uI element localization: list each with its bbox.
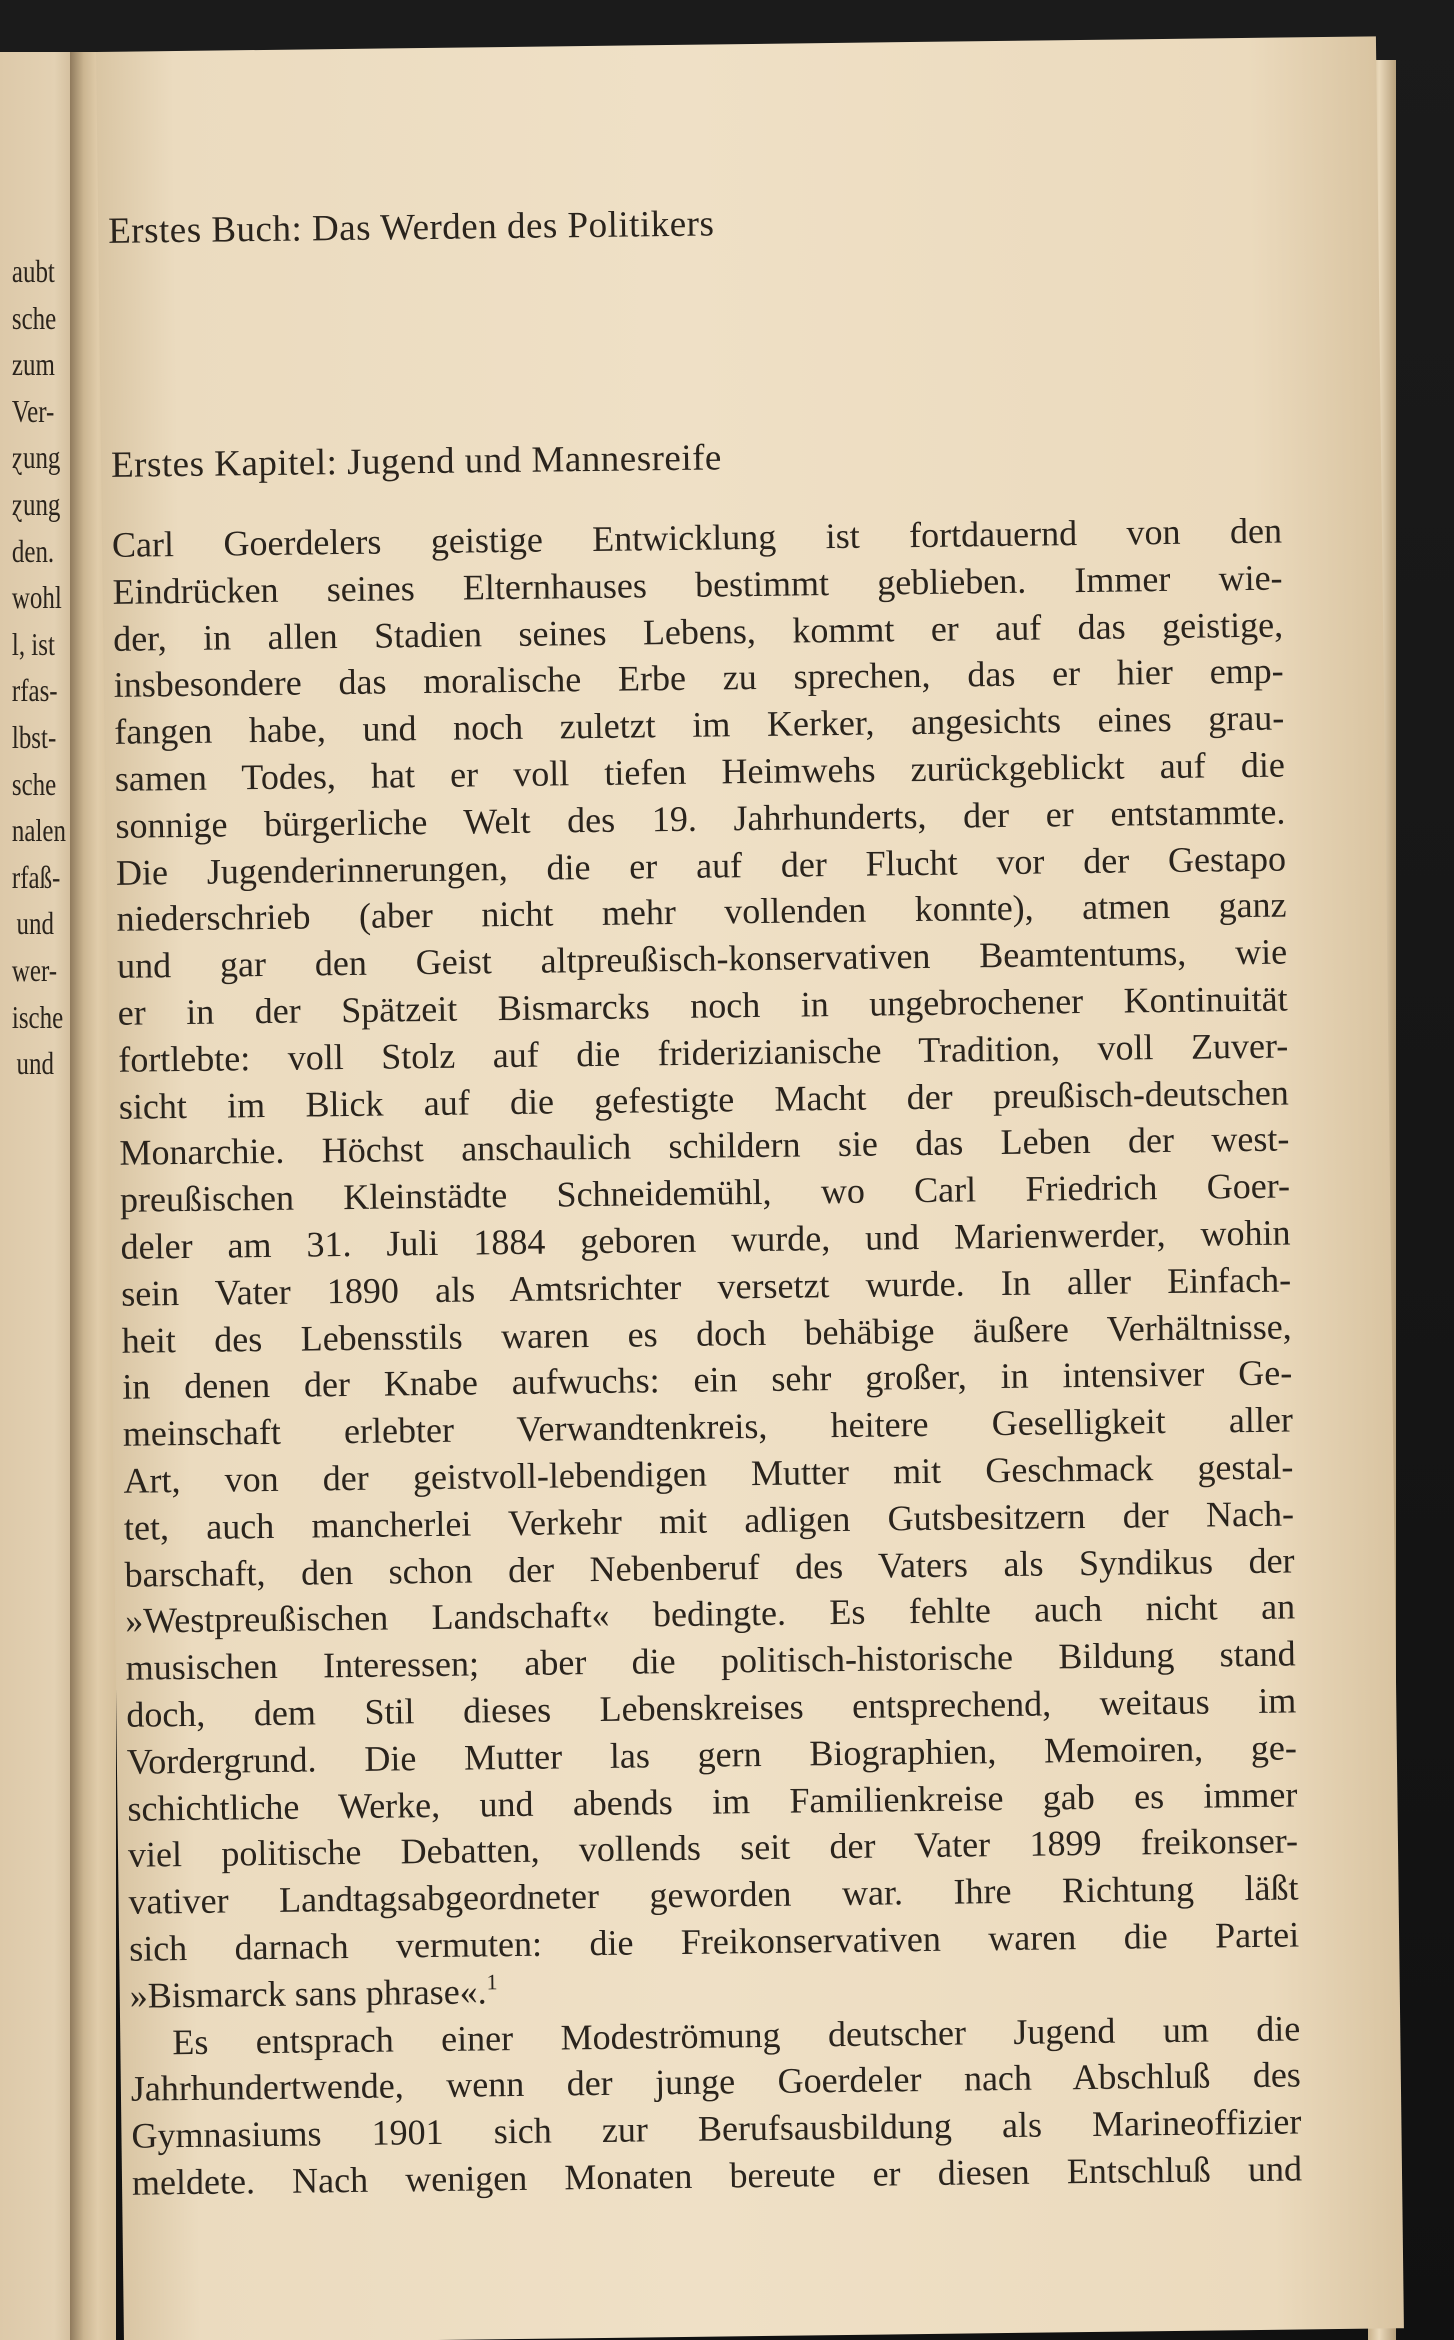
text-line: preußischen Kleinstädte Schneidemühl, wo Carl Friedrich Goer- [119,1165,1291,1220]
text-line: barschaft, den schon der Nebenberuf des Vaters als Syndikus der [124,1540,1295,1595]
text-line: musischen Interessen; aber die politisch-historische Bildung stand [125,1633,1296,1688]
text-line: Eindrücken seines Elternhauses bestimmt geblieben. Immer wie- [112,557,1283,612]
chapter-title: Erstes Kapitel: Jugend und Mannesreife [110,437,723,486]
previous-page-word: ische [11,998,64,1035]
previous-page-word: sche [11,765,57,802]
text-line: deler am 31. Juli 1884 geboren wurde, und Marienwerder, wohin [120,1212,1291,1267]
text-line: doch, dem Stil dieses Lebenskreises entsprechend, weitaus im [126,1680,1297,1735]
text-line: in denen der Knabe aufwuchs: ein sehr großer, in intensiver Ge- [122,1352,1293,1408]
footnote-marker[interactable]: 1 [486,1968,498,1995]
text-line: meinschaft erlebter Verwandtenkreis, heitere Geselligkeit aller [122,1399,1294,1454]
previous-page-edge [0,52,78,2340]
previous-page-text [11,248,66,1087]
previous-page-word: den. [11,532,55,569]
previous-page-word: aubt [11,253,55,289]
text-line: viel politische Debatten, vollends seit der Vater 1899 freikonser- [127,1820,1299,1876]
text-line: sonnige bürgerliche Welt des 19. Jahrhunderts, der er entstammte. [115,791,1286,846]
body-text [112,508,1302,2207]
text-line: Es entsprach einer Modeströmung deutscher Jugend um die [172,2007,1301,2062]
book-title: Erstes Buch: Das Werden des Politikers [107,203,715,252]
previous-page-word: und [16,905,54,942]
text-line: Jahrhundertwende, wenn der junge Goerdeler nach Abschluß des [130,2054,1302,2110]
text-line: Vordergrund. Die Mutter las gern Biographien, Memoiren, ge- [126,1727,1298,1782]
text-line: meldete. Nach wenigen Monaten bereute er diesen Entschluß und [131,2148,1303,2203]
text-line: Monarchie. Höchst anschaulich schildern sie das Leben der west- [119,1118,1290,1174]
page-text-block [106,37,1303,2203]
text-line: sich darnach vermuten: die Freikonservativen waren die Partei [128,1914,1300,1969]
text-line: insbesondere das moralische Erbe zu sprechen, das er hier emp- [113,650,1284,706]
text-line: fortlebte: voll Stolz auf die friderizianische Tradition, voll Zuver- [118,1025,1289,1080]
previous-page-word: ɀung [11,485,61,522]
previous-page-word: ɀung [11,439,61,476]
previous-page-word: lbst- [11,718,57,755]
paragraph-end-text: »Bismarck sans phrase«. [129,1971,487,2016]
previous-page-word: zum [11,346,55,383]
text-line: Gymnasiums 1901 sich zur Berufsausbildung als Marineoffizier [131,2101,1302,2156]
text-line: der, in allen Stadien seines Lebens, kommt er auf das geistige, [112,604,1284,659]
previous-page-word: wer- [11,951,58,988]
text-line: Die Jugenderinnerungen, die er auf der Flucht vor der Gestapo [115,838,1287,893]
text-line: sicht im Blick auf die gefestigte Macht der preußisch-deutschen [118,1072,1290,1127]
text-line: schichtliche Werke, und abends im Familienkreise gab es immer [127,1773,1298,1829]
book-page [96,36,1404,2340]
previous-page-word: wohl [11,579,62,616]
text-line: niederschrieb (aber nicht mehr vollenden konnte), atmen ganz [116,884,1287,940]
text-line: samen Todes, hat er voll tiefen Heimwehs zurückgeblickt auf die [114,744,1286,799]
previous-page-word: nalen [11,812,66,849]
previous-page-word: Ver- [11,392,55,429]
previous-page-word: rfas- [11,672,58,709]
text-line: Art, von der geistvoll-lebendigen Mutter mit Geschmack gestal- [123,1446,1294,1501]
text-line: tet, auch mancherlei Verkehr mit adligen Gutsbesitzern der Nach- [123,1493,1295,1548]
text-line: sein Vater 1890 als Amtsrichter versetzt wurde. In aller Einfach- [120,1259,1292,1314]
text-line: »Westpreußischen Landschaft« bedingte. Es fehlte auch nicht an [124,1586,1296,1642]
text-line: Carl Goerdelers geistige Entwicklung ist fortdauernd von den [111,510,1283,565]
previous-page-word: und [16,1045,54,1082]
text-line: und gar den Geist altpreußisch-konservativen Beamtentums, wie [116,931,1288,986]
text-line: vativer Landtagsabgeordneter geworden war. Ihre Richtung läßt [128,1867,1299,1922]
previous-page-word: rfaß- [11,858,61,895]
previous-page-word: sche [11,299,57,336]
text-line: fangen habe, und noch zuletzt im Kerker, angesichts eines grau- [114,697,1285,753]
text-line: heit des Lebensstils waren es doch behäbige äußere Verhältnisse, [121,1306,1292,1361]
previous-page-word: l, ist [11,625,55,662]
text-line: er in der Spätzeit Bismarcks noch in ungebrochener Kontinuität [117,978,1288,1033]
